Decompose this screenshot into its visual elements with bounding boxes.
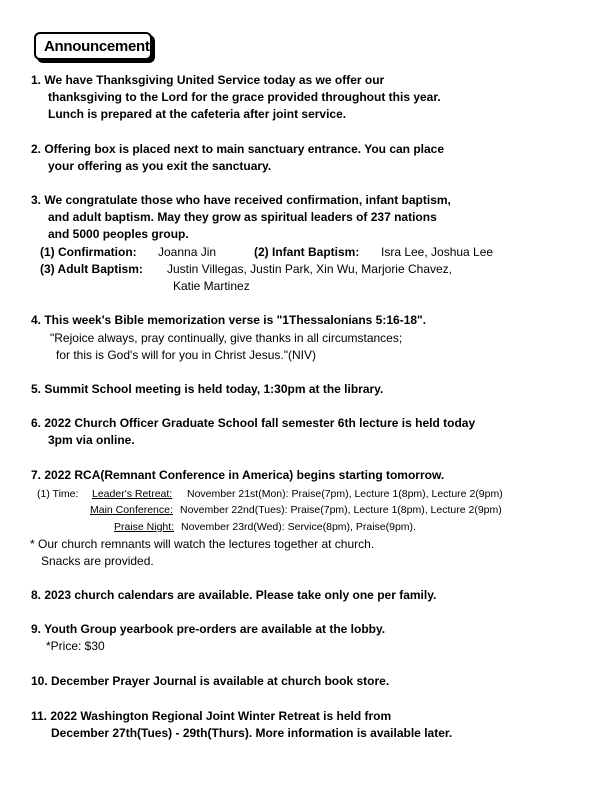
- item-8-line-1: 8. 2023 church calendars are available. Please take only one per family.: [31, 588, 437, 602]
- item-7-note-2: Snacks are provided.: [41, 554, 154, 568]
- infant-baptism-label: (2) Infant Baptism:: [254, 245, 360, 259]
- item-6-line-2: 3pm via online.: [48, 433, 135, 447]
- item-6-line-1: 6. 2022 Church Officer Graduate School fall semester 6th lecture is held today: [31, 416, 476, 430]
- adult-baptism-names: Justin Villegas, Justin Park, Xin Wu, Marjorie Chavez,: [167, 262, 453, 276]
- item-3-line-3: and 5000 peoples group.: [48, 227, 189, 241]
- item-4-verse-1: "Rejoice always, pray continually, give thanks in all circumstances;: [50, 331, 403, 345]
- adult-baptism-names-2: Katie Martinez: [173, 279, 250, 293]
- item-7-note-1: * Our church remnants will watch the lectures together at church.: [30, 537, 375, 551]
- item-1-line-2: thanksgiving to the Lord for the grace provided throughout this year.: [48, 90, 441, 104]
- item-4-line-1: 4. This week's Bible memorization verse is "1Thessalonians 5:16-18".: [31, 313, 427, 327]
- main-conference-schedule: November 22nd(Tues): Praise(7pm), Lecture 1(8pm), Lecture 2(9pm): [180, 504, 502, 516]
- item-3-line-2: and adult baptism. May they grow as spiritual leaders of 237 nations: [48, 210, 437, 224]
- item-11-line-1: 11. 2022 Washington Regional Joint Winter Retreat is held from: [31, 709, 392, 723]
- item-2-line-1: 2. Offering box is placed next to main sanctuary entrance. You can place: [31, 142, 445, 156]
- confirmation-names: Joanna Jin: [158, 245, 217, 259]
- announcement-title-box: [34, 32, 152, 60]
- infant-baptism-names: Isra Lee, Joshua Lee: [381, 245, 494, 259]
- item-11-line-2: December 27th(Tues) - 29th(Thurs). More information is available later.: [51, 726, 453, 740]
- main-conference-label: Main Conference:: [90, 504, 173, 516]
- leaders-retreat-schedule: November 21st(Mon): Praise(7pm), Lecture 1(8pm), Lecture 2(9pm): [187, 488, 503, 500]
- item-9-price: *Price: $30: [46, 639, 105, 653]
- item-10-line-1: 10. December Prayer Journal is available at church book store.: [31, 674, 390, 688]
- item-1-line-3: Lunch is prepared at the cafeteria after joint service.: [48, 107, 347, 121]
- praise-night-schedule: November 23rd(Wed): Service(8pm), Praise(9pm).: [181, 521, 416, 533]
- rca-time-label: (1) Time:: [37, 488, 79, 500]
- confirmation-label: (1) Confirmation:: [40, 245, 137, 259]
- item-9-line-1: 9. Youth Group yearbook pre-orders are available at the lobby.: [31, 622, 386, 636]
- praise-night-label: Praise Night:: [114, 521, 175, 533]
- item-4-verse-2: for this is God's will for you in Christ Jesus."(NIV): [56, 348, 316, 362]
- item-2-line-2: your offering as you exit the sanctuary.: [48, 159, 272, 173]
- item-1-line-1: 1. We have Thanksgiving United Service today as we offer our: [31, 73, 385, 87]
- item-5-line-1: 5. Summit School meeting is held today, 1:30pm at the library.: [31, 382, 384, 396]
- item-3-line-1: 3. We congratulate those who have received confirmation, infant baptism,: [31, 193, 451, 207]
- adult-baptism-label: (3) Adult Baptism:: [40, 262, 143, 276]
- leaders-retreat-label: Leader's Retreat:: [92, 488, 173, 500]
- announcement-title: Announcement: [44, 38, 150, 55]
- item-7-line-1: 7. 2022 RCA(Remnant Conference in America) begins starting tomorrow.: [31, 468, 445, 482]
